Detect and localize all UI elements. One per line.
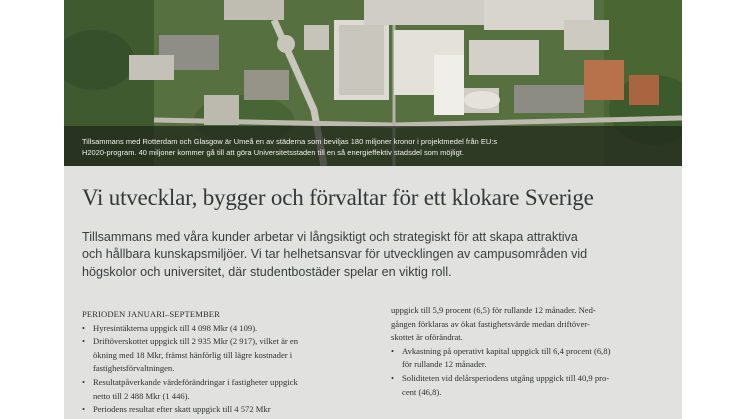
- bullet-line: Periodens resultat efter skatt uppgick till 4 572 Mkr: [93, 404, 271, 415]
- right-column: [391, 304, 673, 399]
- bullet-item: [391, 372, 673, 399]
- caption-line: H2020-program. 40 miljoner kommer gå till att göra Universitetsstaden till en så energieffektiv stadsdel som möjligt.: [82, 148, 464, 157]
- bullet-line: för rullande 12 månader.: [402, 359, 487, 370]
- bullet-line: gången förklaras av ökat fastighetsvärde medan driftöver-: [391, 318, 590, 329]
- intro-line: högskolor och universitet, där studentbostäder spelar en viktig roll.: [82, 264, 452, 279]
- photo-caption: [82, 136, 672, 158]
- bullet-item: [82, 376, 364, 403]
- bullet-dot: •: [82, 322, 86, 333]
- bullet-line: cent (46,8).: [402, 386, 442, 397]
- bullet-line: Resultatpåverkande värdeförändringar i fastigheter uppgick: [93, 376, 298, 387]
- bullet-line: fastighetsförvaltningen.: [93, 363, 175, 374]
- report-page: [64, 0, 682, 419]
- bullet-line: Avkastning på operativt kapital uppgick till 6,4 procent (6,8): [402, 345, 611, 356]
- bullet-dot: •: [82, 376, 86, 387]
- bullet-line: netto till 2 488 Mkr (1 446).: [93, 390, 190, 401]
- bullet-line: uppgick till 5,9 procent (6,5) för rullande 12 månader. Ned-: [391, 305, 596, 315]
- bullet-dot: •: [82, 404, 86, 415]
- caption-line: Tillsammans med Rotterdam och Glasgow är Umeå en av städerna som beviljas 180 miljoner kronor i projektmedel från EU:s: [82, 137, 498, 146]
- intro-paragraph: [82, 229, 662, 281]
- intro-line: och hållbara kunskapsmiljöer. Vi tar helhetsansvar för utvecklingen av campusområden vid: [82, 247, 588, 262]
- bullet-item: [82, 335, 364, 376]
- bullet-dot: •: [391, 345, 395, 356]
- page-headline: Vi utvecklar, bygger och förvaltar för ett klokare Sverige: [82, 185, 594, 210]
- left-column: [82, 308, 364, 417]
- continued-bullet-text: [391, 304, 673, 345]
- period-heading: PERIODEN JANUARI–SEPTEMBER: [82, 309, 220, 319]
- intro-line: Tillsammans med våra kunder arbetar vi långsiktigt och strategiskt för att skapa attraktiva: [82, 230, 578, 244]
- bullet-line: Hyresintäkterna uppgick till 4 098 Mkr (4 109).: [93, 322, 258, 333]
- bullet-item: [82, 403, 364, 417]
- bullet-item: [82, 322, 364, 336]
- bullet-line: Soliditeten vid delårsperiodens utgång uppgick till 40,9 pro-: [402, 372, 610, 383]
- bullet-item: [391, 345, 673, 372]
- campus-aerial-photo: [64, 0, 682, 166]
- bullet-dot: •: [82, 336, 86, 347]
- bullet-dot: •: [391, 372, 395, 383]
- bullet-line: ökning med 18 Mkr, främst hänförlig till lägre kostnader i: [93, 349, 293, 360]
- bullet-line: skottet är oförändrat.: [391, 332, 463, 343]
- bullet-line: Driftöverskottet uppgick till 2 935 Mkr (2 917), vilket är en: [93, 336, 299, 347]
